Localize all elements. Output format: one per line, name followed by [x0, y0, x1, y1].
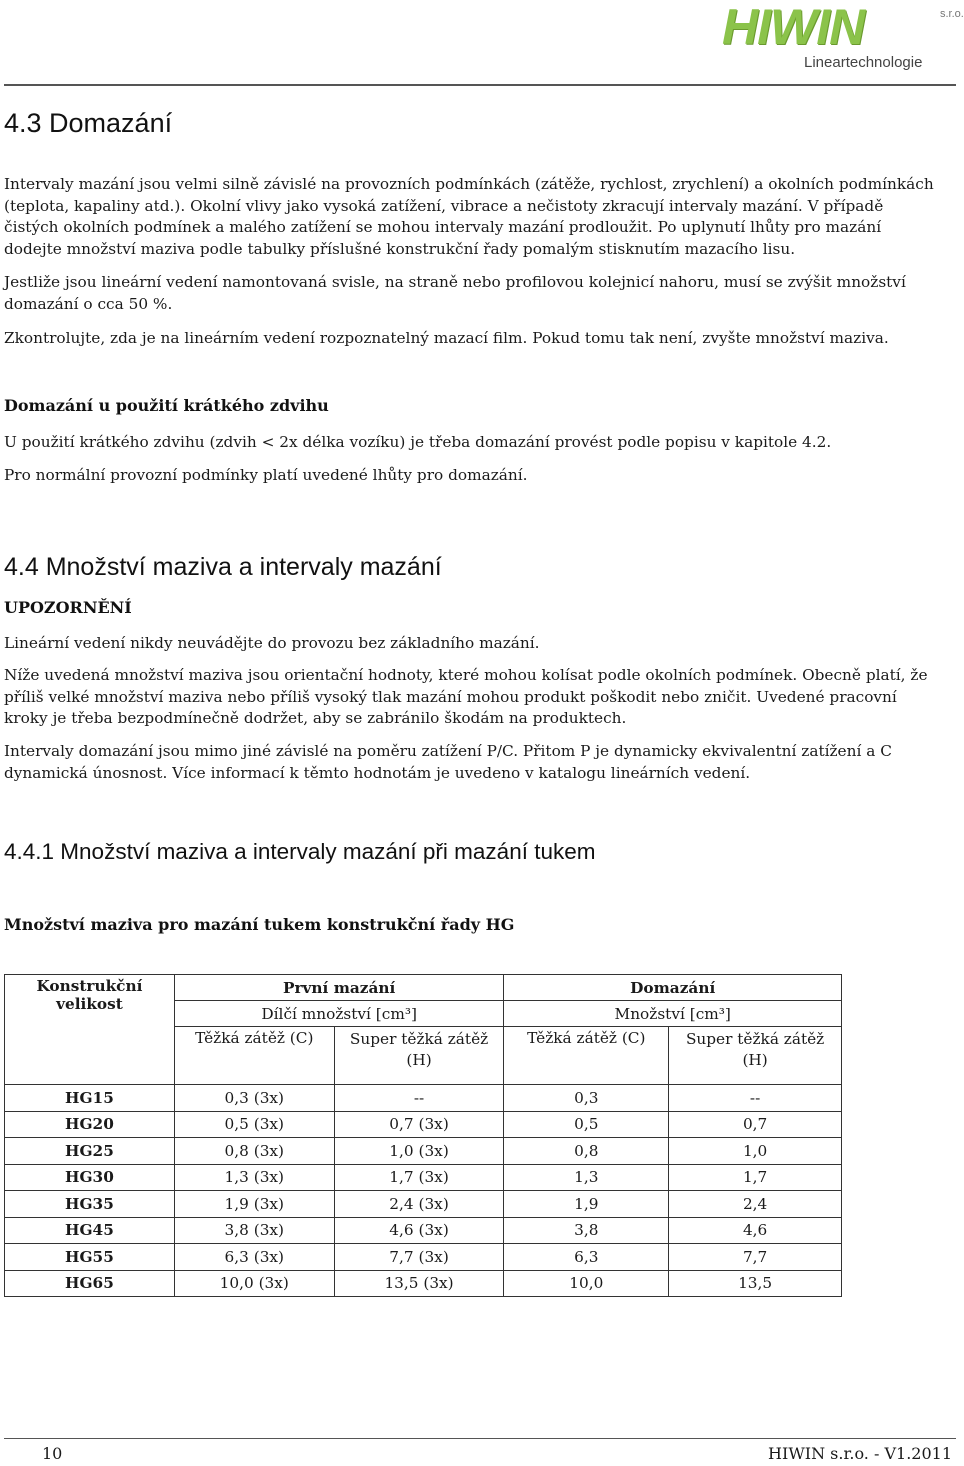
cell-size: HG15: [5, 1085, 175, 1112]
cell-re-heavy: 10,0: [504, 1270, 669, 1297]
header-first-lubrication: První mazání: [174, 975, 504, 1001]
table-row: [5, 1244, 842, 1271]
cell-first-super: 7,7 (3x): [334, 1244, 504, 1271]
cell-size: HG55: [5, 1244, 175, 1271]
section-4-4-title: 4.4 Množství maziva a intervaly mazání: [4, 553, 442, 581]
table-row: [5, 1217, 842, 1244]
short-stroke-heading: Domazání u použití krátkého zdvihu: [4, 396, 329, 415]
warning-heading: UPOZORNĚNÍ: [4, 598, 132, 617]
header-re-heavy: Těžká zátěž (C): [504, 1027, 669, 1085]
cell-first-heavy: 0,5 (3x): [174, 1111, 334, 1138]
logo-suffix: s.r.o.: [940, 8, 964, 20]
cell-re-heavy: 0,5: [504, 1111, 669, 1138]
cell-first-super: 1,0 (3x): [334, 1138, 504, 1165]
cell-re-heavy: 1,3: [504, 1164, 669, 1191]
cell-first-super: 4,6 (3x): [334, 1217, 504, 1244]
cell-size: HG20: [5, 1111, 175, 1138]
footer-rule: [4, 1438, 956, 1439]
cell-re-super: 0,7: [669, 1111, 842, 1138]
cell-size: HG45: [5, 1217, 175, 1244]
cell-re-super: --: [669, 1085, 842, 1112]
section-4-3-paragraph-1: Intervaly mazání jsou velmi silně závislé na provozních podmínkách (zátěže, rychlost, zrychlení) a okolních podmínkách (teplota, kapaliny atd.). Okolní vlivy jako vysoká zatížení, vibrace a nečistoty zkracují intervaly mazání. V případě čistých okolních podmínek a malého zatížení se mohou intervaly mazání prodloužit. Po uplynutí lhůty pro mazání dodejte množství maziva podle tabulky příslušné konstrukční řady pomalým stisknutím mazacího lisu.: [4, 175, 934, 258]
cell-first-heavy: 0,8 (3x): [174, 1138, 334, 1165]
cell-re-heavy: 1,9: [504, 1191, 669, 1218]
short-stroke-paragraph-1: U použití krátkého zdvihu (zdvih < 2x délka vozíku) je třeba domazání provést podle popisu v kapitole 4.2.: [4, 433, 832, 451]
short-stroke-paragraph-2: Pro normální provozní podmínky platí uvedené lhůty pro domazání.: [4, 466, 528, 484]
cell-size: HG35: [5, 1191, 175, 1218]
cell-first-heavy: 3,8 (3x): [174, 1217, 334, 1244]
cell-re-super: 2,4: [669, 1191, 842, 1218]
header-relubrication: Domazání: [504, 975, 842, 1001]
header-first-heavy: Těžká zátěž (C): [174, 1027, 334, 1085]
table-row: [5, 1111, 842, 1138]
table-title: Množství maziva pro mazání tukem konstrukční řady HG: [4, 915, 515, 934]
cell-first-super: 13,5 (3x): [334, 1270, 504, 1297]
cell-re-heavy: 6,3: [504, 1244, 669, 1271]
table-row: [5, 1270, 842, 1297]
cell-first-heavy: 6,3 (3x): [174, 1244, 334, 1271]
cell-re-super: 1,0: [669, 1138, 842, 1165]
cell-re-heavy: 0,8: [504, 1138, 669, 1165]
cell-first-super: 1,7 (3x): [334, 1164, 504, 1191]
cell-first-super: 0,7 (3x): [334, 1111, 504, 1138]
cell-size: HG25: [5, 1138, 175, 1165]
section-4-3-paragraph-2: Jestliže jsou lineární vedení namontovaná svisle, na straně nebo profilovou kolejnicí nahoru, musí se zvýšit množství domazání o cca 50 %.: [4, 273, 906, 313]
table-row: [5, 1138, 842, 1165]
header-first-partial-quantity: Dílčí množství [cm³]: [174, 1001, 504, 1027]
cell-first-heavy: 1,3 (3x): [174, 1164, 334, 1191]
section-4-3-paragraph-3: Zkontrolujte, zda je na lineárním vedení rozpoznatelný mazací film. Pokud tomu tak není, zvyšte množství maziva.: [4, 329, 889, 347]
header-rule: [4, 84, 956, 86]
cell-first-heavy: 10,0 (3x): [174, 1270, 334, 1297]
cell-re-super: 1,7: [669, 1164, 842, 1191]
table-row: [5, 1085, 842, 1112]
section-4-4-1-title: 4.4.1 Množství maziva a intervaly mazání při mazání tukem: [4, 839, 596, 864]
header-re-quantity: Množství [cm³]: [504, 1001, 842, 1027]
section-4-3-title: 4.3 Domazání: [4, 108, 173, 138]
cell-first-super: --: [334, 1085, 504, 1112]
cell-re-super: 4,6: [669, 1217, 842, 1244]
logo-subtitle: Lineartechnologie: [804, 54, 923, 71]
cell-first-heavy: 0,3 (3x): [174, 1085, 334, 1112]
section-4-4-paragraph-2: Níže uvedená množství maziva jsou orientační hodnoty, které mohou kolísat podle okolních podmínek. Obecně platí, že příliš velké množství maziva nebo příliš vysoký tlak mazání mohou produkt poškodit nebo zničit. Uvedené pracovní kroky je třeba bezpodmínečně dodržet, aby se zabránilo škodám na produktech.: [4, 666, 928, 727]
header-re-super-heavy: Super těžká zátěž (H): [669, 1027, 842, 1085]
cell-re-heavy: 0,3: [504, 1085, 669, 1112]
header-first-super-heavy: Super těžká zátěž (H): [334, 1027, 504, 1085]
table-row: [5, 1191, 842, 1218]
cell-first-super: 2,4 (3x): [334, 1191, 504, 1218]
cell-re-super: 7,7: [669, 1244, 842, 1271]
header-size: Konstrukční velikost: [5, 975, 175, 1085]
section-4-4-paragraph-3: Intervaly domazání jsou mimo jiné závislé na poměru zatížení P/C. Přitom P je dynamicky ekvivalentní zatížení a C dynamická únosnost. Více informací k těmto hodnotám je uvedeno v katalogu lineárních vedení.: [4, 742, 892, 782]
page-number: 10: [42, 1444, 63, 1463]
cell-size: HG30: [5, 1164, 175, 1191]
cell-re-heavy: 3,8: [504, 1217, 669, 1244]
cell-first-heavy: 1,9 (3x): [174, 1191, 334, 1218]
table-row: [5, 1164, 842, 1191]
cell-size: HG65: [5, 1270, 175, 1297]
cell-re-super: 13,5: [669, 1270, 842, 1297]
logo-brand: HIWIN: [722, 0, 865, 55]
grease-quantity-table: [4, 974, 842, 1297]
section-4-4-paragraph-1: Lineární vedení nikdy neuvádějte do provozu bez základního mazání.: [4, 634, 540, 652]
footer-company: HIWIN s.r.o. - V1.2011: [768, 1444, 952, 1463]
